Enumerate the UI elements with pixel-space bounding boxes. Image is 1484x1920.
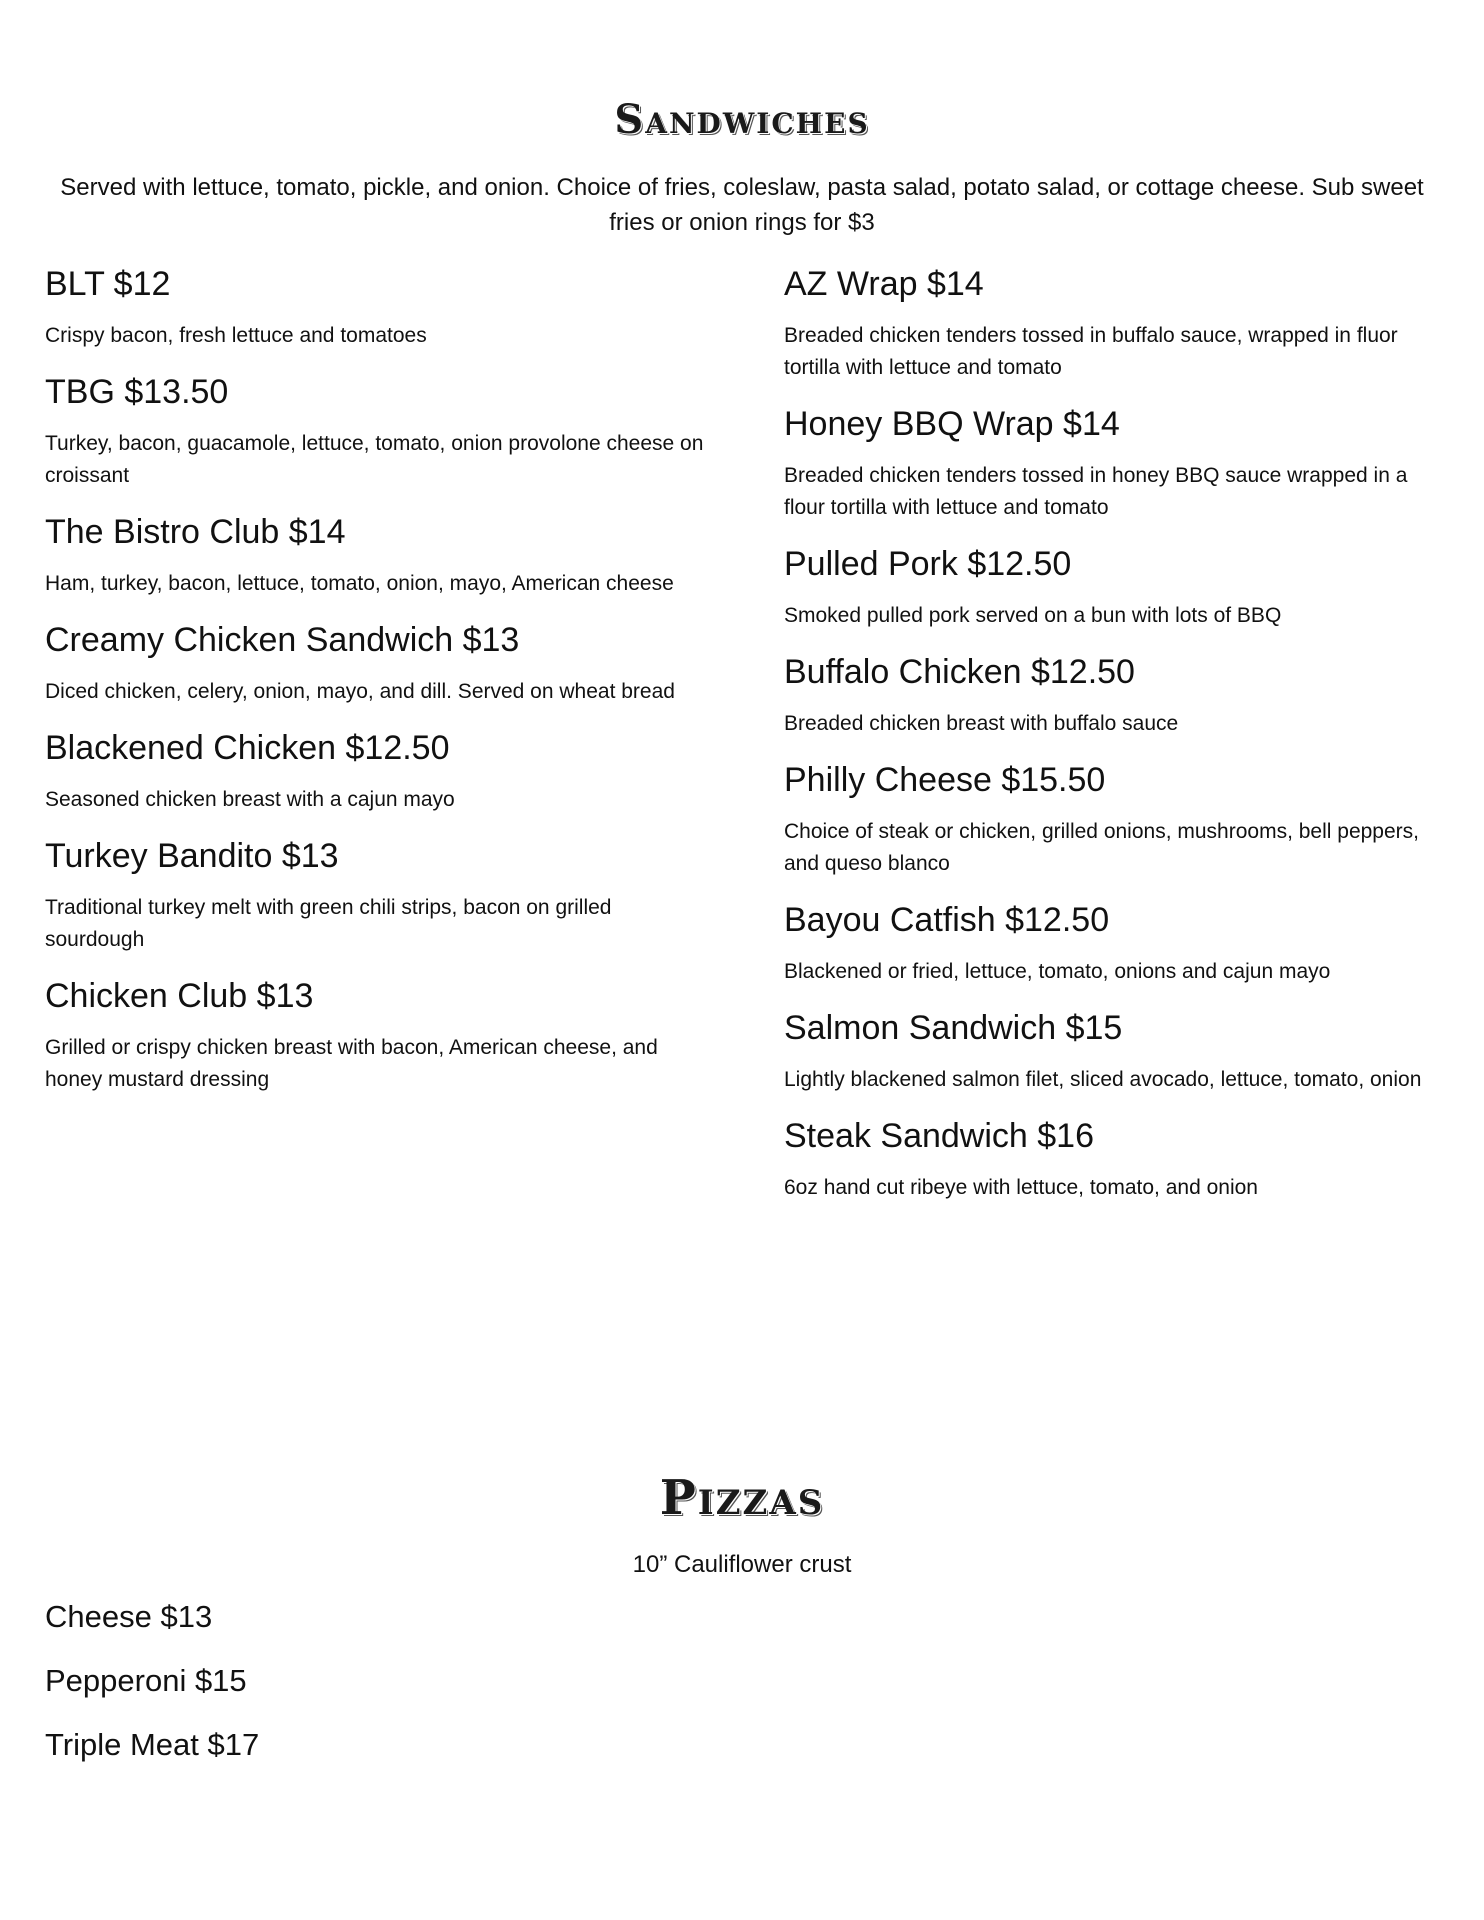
menu-item-description: Seasoned chicken breast with a cajun mayo [45, 788, 455, 811]
menu-item-description: Choice of steak or chicken, grilled onions, mushrooms, bell peppers, and queso blanco [784, 820, 1419, 875]
menu-item-description: Smoked pulled pork served on a bun with lots of BBQ [784, 604, 1282, 627]
pizza-item-name: Triple Meat $17 [45, 1727, 260, 1762]
menu-item-name: Chicken Club $13 [45, 977, 314, 1015]
menu-item-name: The Bistro Club $14 [45, 513, 346, 551]
pizzas-title: Pizzas [659, 1470, 825, 1526]
menu-item [784, 398, 1444, 524]
menu-item [784, 646, 1444, 740]
menu-item [45, 722, 705, 816]
menu-item-description: Lightly blackened salmon filet, sliced avocado, lettuce, tomato, onion [784, 1068, 1422, 1091]
menu-item-name: Philly Cheese $15.50 [784, 761, 1106, 799]
sandwiches-intro: Served with lettuce, tomato, pickle, and onion. Choice of fries, coleslaw, pasta salad, potato salad, or cottage cheese. Sub sweet fries or onion rings for $3 [60, 174, 1424, 236]
menu-item [784, 894, 1444, 988]
menu-item [784, 538, 1444, 632]
menu-item-name: Creamy Chicken Sandwich $13 [45, 621, 520, 659]
menu-item-name: Honey BBQ Wrap $14 [784, 405, 1120, 443]
menu-item [45, 366, 705, 492]
menu-item [45, 614, 705, 708]
menu-item [45, 830, 705, 956]
menu-item [45, 506, 705, 600]
pizza-list [45, 1595, 259, 1787]
menu-item [784, 258, 1444, 384]
menu-item-description: Crispy bacon, fresh lettuce and tomatoes [45, 324, 427, 347]
menu-item-description: 6oz hand cut ribeye with lettuce, tomato, and onion [784, 1176, 1258, 1199]
pizza-item-name: Cheese $13 [45, 1599, 213, 1634]
menu-item [784, 1110, 1444, 1204]
menu-item-name: Blackened Chicken $12.50 [45, 729, 450, 767]
pizzas-intro: 10” Cauliflower crust [632, 1551, 852, 1578]
menu-item-description: Ham, turkey, bacon, lettuce, tomato, onion, mayo, American cheese [45, 572, 674, 595]
menu-item-name: BLT $12 [45, 265, 171, 303]
sandwiches-right-column [784, 258, 1444, 1218]
menu-item-description: Traditional turkey melt with green chili strips, bacon on grilled sourdough [45, 896, 612, 951]
menu-item-description: Breaded chicken tenders tossed in buffalo sauce, wrapped in fluor tortilla with lettuce and tomato [784, 324, 1398, 379]
menu-item-name: AZ Wrap $14 [784, 265, 984, 303]
menu-item-description: Breaded chicken tenders tossed in honey BBQ sauce wrapped in a flour tortilla with lettuce and tomato [784, 464, 1408, 519]
menu-item-description: Breaded chicken breast with buffalo sauce [784, 712, 1179, 735]
menu-item-name: Bayou Catfish $12.50 [784, 901, 1110, 939]
menu-item-name: Steak Sandwich $16 [784, 1117, 1094, 1155]
menu-item [45, 258, 705, 352]
pizza-item-name: Pepperoni $15 [45, 1663, 247, 1698]
menu-item-description: Blackened or fried, lettuce, tomato, onions and cajun mayo [784, 960, 1331, 983]
sandwiches-title: Sandwiches [614, 96, 870, 143]
menu-item [784, 1002, 1444, 1096]
menu-item-description: Diced chicken, celery, onion, mayo, and dill. Served on wheat bread [45, 680, 675, 703]
menu-item-name: TBG $13.50 [45, 373, 229, 411]
menu-item-name: Turkey Bandito $13 [45, 837, 339, 875]
menu-item-description: Turkey, bacon, guacamole, lettuce, tomato, onion provolone cheese on croissant [45, 432, 704, 487]
menu-item-name: Salmon Sandwich $15 [784, 1009, 1123, 1047]
sandwiches-left-column [45, 258, 705, 1110]
menu-item [784, 754, 1444, 880]
menu-item-name: Pulled Pork $12.50 [784, 545, 1072, 583]
menu-item [45, 970, 705, 1096]
menu-item-name: Buffalo Chicken $12.50 [784, 653, 1135, 691]
menu-item-description: Grilled or crispy chicken breast with bacon, American cheese, and honey mustard dressing [45, 1036, 658, 1091]
